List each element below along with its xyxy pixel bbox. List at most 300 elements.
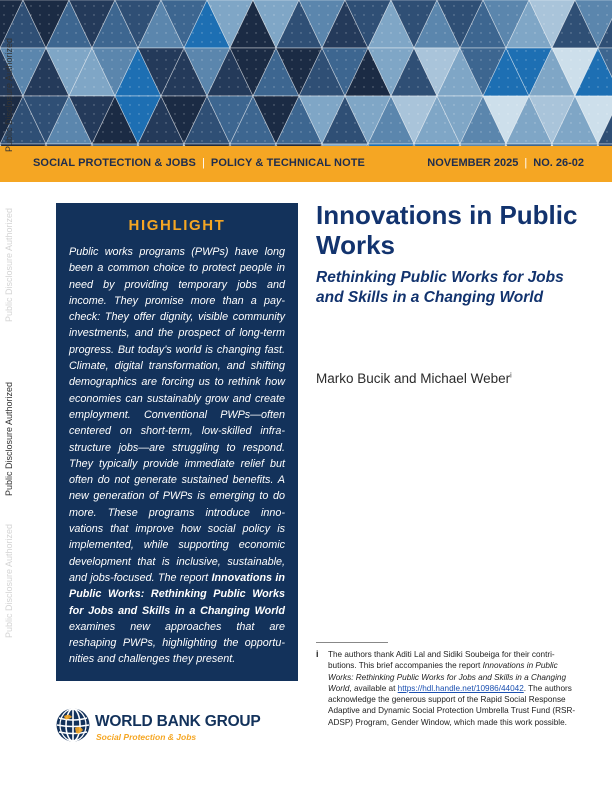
mosaic-dot (201, 104, 202, 105)
mosaic-dot (552, 131, 553, 132)
mosaic-dot (354, 95, 355, 96)
mosaic-dot (525, 140, 526, 141)
mosaic-dot (264, 122, 265, 123)
mosaic-dot (606, 131, 607, 132)
mosaic-dot (48, 41, 49, 42)
mosaic-dot (264, 14, 265, 15)
mosaic-dot (237, 122, 238, 123)
mosaic-dot (300, 41, 301, 42)
mosaic-dot (462, 41, 463, 42)
mosaic-dot (498, 68, 499, 69)
mosaic-dot (309, 104, 310, 105)
mosaic-dot (507, 59, 508, 60)
mosaic-dot (417, 86, 418, 87)
mosaic-dot (372, 131, 373, 132)
mosaic-dot (165, 86, 166, 87)
globe-icon (55, 707, 91, 743)
mosaic-dot (219, 104, 220, 105)
mosaic-dot (255, 14, 256, 15)
mosaic-dot (327, 95, 328, 96)
mosaic-dot (336, 68, 337, 69)
mosaic-dot (66, 68, 67, 69)
mosaic-dot (138, 122, 139, 123)
mosaic-dot (246, 113, 247, 114)
mosaic-dot (264, 59, 265, 60)
mosaic-dot (156, 140, 157, 141)
mosaic-dot (255, 113, 256, 114)
mosaic-dot (201, 95, 202, 96)
mosaic-dot (201, 122, 202, 123)
mosaic-dot (147, 14, 148, 15)
mosaic-dot (570, 59, 571, 60)
mosaic-dot (408, 14, 409, 15)
mosaic-dot (552, 95, 553, 96)
mosaic-dot (300, 113, 301, 114)
mosaic-dot (498, 131, 499, 132)
mosaic-dot (57, 23, 58, 24)
mosaic-dot (174, 140, 175, 141)
mosaic-dot (516, 14, 517, 15)
mosaic-dot (507, 122, 508, 123)
mosaic-dot (516, 104, 517, 105)
mosaic-dot (525, 95, 526, 96)
mosaic-dot (282, 32, 283, 33)
mosaic-dot (129, 131, 130, 132)
mosaic-dot (300, 5, 301, 6)
mosaic-dot (408, 5, 409, 6)
mosaic-dot (111, 113, 112, 114)
mosaic-dot (39, 5, 40, 6)
mosaic-dot (453, 86, 454, 87)
mosaic-dot (561, 23, 562, 24)
mosaic-dot (336, 86, 337, 87)
mosaic-dot (390, 59, 391, 60)
mosaic-dot (399, 122, 400, 123)
mosaic-dot (210, 59, 211, 60)
mosaic-dot (435, 5, 436, 6)
mosaic-dot (75, 131, 76, 132)
mosaic-dot (300, 32, 301, 33)
mosaic-dot (102, 5, 103, 6)
mosaic-dot (327, 23, 328, 24)
mosaic-dot (138, 14, 139, 15)
mosaic-dot (93, 23, 94, 24)
mosaic-dot (471, 5, 472, 6)
mosaic-dot (291, 122, 292, 123)
mosaic-dot (471, 14, 472, 15)
mosaic-dot (3, 32, 4, 33)
mosaic-dot (471, 122, 472, 123)
mosaic-dot (291, 140, 292, 141)
mosaic-dot (156, 5, 157, 6)
mosaic-dot (246, 23, 247, 24)
mosaic-dot (291, 113, 292, 114)
mosaic-dot (480, 77, 481, 78)
mosaic-dot (507, 77, 508, 78)
mosaic-dot (489, 14, 490, 15)
mosaic-dot (48, 5, 49, 6)
mosaic-dot (309, 86, 310, 87)
mosaic-dot (561, 59, 562, 60)
mosaic-dot (489, 59, 490, 60)
mosaic-dot (354, 86, 355, 87)
mosaic-dot (408, 59, 409, 60)
logo-wordmark: WORLD BANK GROUP (95, 713, 261, 730)
mosaic-dot (408, 113, 409, 114)
mosaic-dot (228, 104, 229, 105)
mosaic-dot (426, 104, 427, 105)
mosaic-dot (471, 86, 472, 87)
mosaic-dot (192, 68, 193, 69)
mosaic-dot (507, 14, 508, 15)
mosaic-dot (363, 59, 364, 60)
mosaic-dot (138, 68, 139, 69)
mosaic-dot (606, 5, 607, 6)
mosaic-dot (570, 95, 571, 96)
mosaic-dot (165, 41, 166, 42)
mosaic-dot (39, 140, 40, 141)
mosaic-dot (246, 50, 247, 51)
mosaic-dot (165, 104, 166, 105)
mosaic-dot (489, 131, 490, 132)
mosaic-dot (291, 86, 292, 87)
mosaic-dot (66, 14, 67, 15)
mosaic-dot (363, 5, 364, 6)
mosaic-dot (174, 23, 175, 24)
mosaic-dot (435, 131, 436, 132)
mosaic-dot (552, 41, 553, 42)
mosaic-dot (543, 104, 544, 105)
footnote-report-title: Innovations in Public Works: Rethinking Public Works for Jobs and Skills in a Changing World (328, 661, 566, 693)
mosaic-dot (156, 86, 157, 87)
footnote-mark: i (316, 649, 319, 659)
mosaic-dot (183, 59, 184, 60)
mosaic-dot (300, 86, 301, 87)
mosaic-dot (408, 86, 409, 87)
mosaic-dot (372, 113, 373, 114)
mosaic-dot (561, 122, 562, 123)
mosaic-dot (399, 104, 400, 105)
mosaic-dot (138, 50, 139, 51)
mosaic-dot (444, 59, 445, 60)
mosaic-dot (336, 113, 337, 114)
mosaic-dot (84, 23, 85, 24)
mosaic-dot (66, 5, 67, 6)
mosaic-dot (147, 23, 148, 24)
mosaic-dot (507, 113, 508, 114)
mosaic-dot (390, 113, 391, 114)
mosaic-dot (255, 68, 256, 69)
mosaic-dot (525, 68, 526, 69)
mosaic-dot (543, 41, 544, 42)
mosaic-dot (57, 140, 58, 141)
mosaic-dot (345, 23, 346, 24)
mosaic-dot (480, 41, 481, 42)
mosaic-dot (192, 23, 193, 24)
mosaic-dot (138, 32, 139, 33)
mosaic-dot (435, 95, 436, 96)
mosaic-dot (156, 14, 157, 15)
mosaic-dot (462, 68, 463, 69)
mosaic-dot (381, 68, 382, 69)
mosaic-dot (291, 59, 292, 60)
mosaic-dot (111, 86, 112, 87)
mosaic-dot (417, 140, 418, 141)
mosaic-dot (156, 131, 157, 132)
mosaic-dot (264, 113, 265, 114)
mosaic-dot (435, 113, 436, 114)
mosaic-dot (345, 59, 346, 60)
mosaic-dot (102, 113, 103, 114)
mosaic-dot (471, 113, 472, 114)
mosaic-dot (174, 59, 175, 60)
mosaic-dot (237, 113, 238, 114)
mosaic-dot (39, 77, 40, 78)
mosaic-dot (111, 14, 112, 15)
mosaic-dot (435, 77, 436, 78)
mosaic-dot (174, 32, 175, 33)
mosaic-dot (516, 59, 517, 60)
mosaic-dot (426, 50, 427, 51)
mosaic-dot (498, 140, 499, 141)
mosaic-dot (543, 32, 544, 33)
report-link[interactable]: https://hdl.handle.net/10986/44042 (397, 683, 524, 693)
mosaic-dot (426, 113, 427, 114)
mosaic-dot (471, 140, 472, 141)
mosaic-dot (201, 50, 202, 51)
mosaic-dot (21, 32, 22, 33)
mosaic-dot (264, 50, 265, 51)
mosaic-dot (246, 59, 247, 60)
mosaic-dot (309, 77, 310, 78)
mosaic-dot (606, 86, 607, 87)
mosaic-dot (57, 131, 58, 132)
mosaic-dot (408, 131, 409, 132)
mosaic-dot (516, 95, 517, 96)
mosaic-dot (93, 77, 94, 78)
mosaic-dot (111, 95, 112, 96)
mosaic-dot (246, 77, 247, 78)
mosaic-dot (381, 140, 382, 141)
mosaic-dot (561, 95, 562, 96)
mosaic-dot (309, 95, 310, 96)
mosaic-dot (363, 23, 364, 24)
mosaic-dot (273, 50, 274, 51)
mosaic-dot (462, 50, 463, 51)
mosaic-dot (75, 32, 76, 33)
mosaic-dot (147, 131, 148, 132)
mosaic-dot (552, 5, 553, 6)
page-title: Innovations in Public Works (316, 200, 578, 260)
mosaic-dot (498, 113, 499, 114)
mosaic-dot (183, 68, 184, 69)
mosaic-dot (282, 50, 283, 51)
mosaic-dot (597, 131, 598, 132)
mosaic-dot (291, 68, 292, 69)
cover-banner (0, 0, 612, 146)
mosaic-dot (363, 50, 364, 51)
mosaic-dot (462, 23, 463, 24)
mosaic-dot (525, 131, 526, 132)
mosaic-dot (426, 41, 427, 42)
mosaic-dot (309, 131, 310, 132)
mosaic-dot (183, 95, 184, 96)
mosaic-dot (165, 131, 166, 132)
mosaic-dot (48, 122, 49, 123)
mosaic-dot (138, 5, 139, 6)
mosaic-dot (579, 131, 580, 132)
mosaic-dot (570, 104, 571, 105)
mosaic-dot (174, 77, 175, 78)
mosaic-dot (390, 41, 391, 42)
mosaic-dot (57, 5, 58, 6)
mosaic-dot (273, 23, 274, 24)
mosaic-dot (75, 23, 76, 24)
mosaic-dot (579, 23, 580, 24)
mosaic-dot (192, 41, 193, 42)
mosaic-dot (390, 50, 391, 51)
mosaic-dot (462, 122, 463, 123)
mosaic-dot (426, 32, 427, 33)
mosaic-dot (417, 23, 418, 24)
mosaic-dot (372, 59, 373, 60)
mosaic-dot (102, 86, 103, 87)
mosaic-dot (327, 113, 328, 114)
mosaic-dot (588, 131, 589, 132)
mosaic-dot (12, 32, 13, 33)
mosaic-dot (246, 122, 247, 123)
mosaic-dot (606, 122, 607, 123)
mosaic-dot (435, 41, 436, 42)
mosaic-dot (453, 59, 454, 60)
mosaic-dot (372, 32, 373, 33)
mosaic-dot (48, 14, 49, 15)
mosaic-dot (183, 32, 184, 33)
mosaic-dot (498, 95, 499, 96)
mosaic-dot (282, 77, 283, 78)
mosaic-dot (210, 131, 211, 132)
mosaic-dot (543, 86, 544, 87)
mosaic-dot (462, 77, 463, 78)
mosaic-dot (417, 95, 418, 96)
mosaic-dot (498, 14, 499, 15)
mosaic-dot (462, 113, 463, 114)
mosaic-dot (525, 50, 526, 51)
mosaic-dot (102, 68, 103, 69)
mosaic-dot (255, 122, 256, 123)
mosaic-dot (30, 68, 31, 69)
mosaic-dot (363, 104, 364, 105)
mosaic-dot (228, 77, 229, 78)
mosaic-dot (201, 113, 202, 114)
mosaic-dot (246, 32, 247, 33)
mosaic-dot (444, 77, 445, 78)
mosaic-dot (354, 50, 355, 51)
mosaic-dot (228, 122, 229, 123)
mosaic-dot (30, 14, 31, 15)
mosaic-dot (210, 122, 211, 123)
mosaic-dot (210, 23, 211, 24)
mosaic-dot (291, 131, 292, 132)
mosaic-dot (318, 113, 319, 114)
mosaic-dot (156, 77, 157, 78)
mosaic-dot (93, 59, 94, 60)
mosaic-dot (399, 32, 400, 33)
mosaic-dot (138, 140, 139, 141)
mosaic-dot (327, 122, 328, 123)
mosaic-dot (156, 50, 157, 51)
mosaic-dot (228, 113, 229, 114)
mosaic-dot (561, 140, 562, 141)
mosaic-dot (417, 59, 418, 60)
mosaic-dot (390, 32, 391, 33)
mosaic-dot (57, 104, 58, 105)
mosaic-dot (201, 68, 202, 69)
mosaic-dot (345, 122, 346, 123)
mosaic-dot (417, 32, 418, 33)
mosaic-dot (156, 41, 157, 42)
mosaic-dot (183, 77, 184, 78)
footnote-ref[interactable]: i (510, 372, 512, 380)
mosaic-dot (471, 32, 472, 33)
report-title-bold: Innovations in Public Works: Rethinking Public Works for Jobs and Skills in a Changing World (69, 571, 285, 617)
mosaic-dot (84, 14, 85, 15)
mosaic-dot (345, 14, 346, 15)
mosaic-dot (30, 86, 31, 87)
mosaic-dot (273, 41, 274, 42)
mosaic-dot (525, 59, 526, 60)
mosaic-dot (264, 23, 265, 24)
mosaic-dot (489, 41, 490, 42)
mosaic-dot (201, 23, 202, 24)
mosaic-dot (309, 50, 310, 51)
mosaic-dot (174, 14, 175, 15)
highlight-heading: HIGHLIGHT (128, 217, 226, 234)
mosaic-dot (39, 68, 40, 69)
mosaic-dot (309, 59, 310, 60)
mosaic-dot (507, 104, 508, 105)
mosaic-dot (84, 104, 85, 105)
mosaic-dot (93, 32, 94, 33)
mosaic-dot (246, 41, 247, 42)
mosaic-dot (453, 113, 454, 114)
mosaic-dot (93, 122, 94, 123)
mosaic-dot (354, 104, 355, 105)
mosaic-dot (516, 50, 517, 51)
mosaic-dot (525, 23, 526, 24)
mosaic-dot (210, 50, 211, 51)
mosaic-dot (84, 68, 85, 69)
mosaic-dot (372, 50, 373, 51)
mosaic-dot (543, 131, 544, 132)
mosaic-dot (435, 50, 436, 51)
mosaic-dot (102, 140, 103, 141)
mosaic-dot (390, 86, 391, 87)
mosaic-dot (381, 113, 382, 114)
mosaic-dot (498, 59, 499, 60)
mosaic-dot (552, 140, 553, 141)
mosaic-dot (129, 68, 130, 69)
mosaic-dot (138, 23, 139, 24)
mosaic-dot (543, 59, 544, 60)
mosaic-dot (219, 68, 220, 69)
mosaic-dot (588, 14, 589, 15)
mosaic-dot (606, 104, 607, 105)
mosaic-dot (48, 95, 49, 96)
mosaic-dot (282, 122, 283, 123)
mosaic-dot (543, 68, 544, 69)
mosaic-dot (57, 68, 58, 69)
